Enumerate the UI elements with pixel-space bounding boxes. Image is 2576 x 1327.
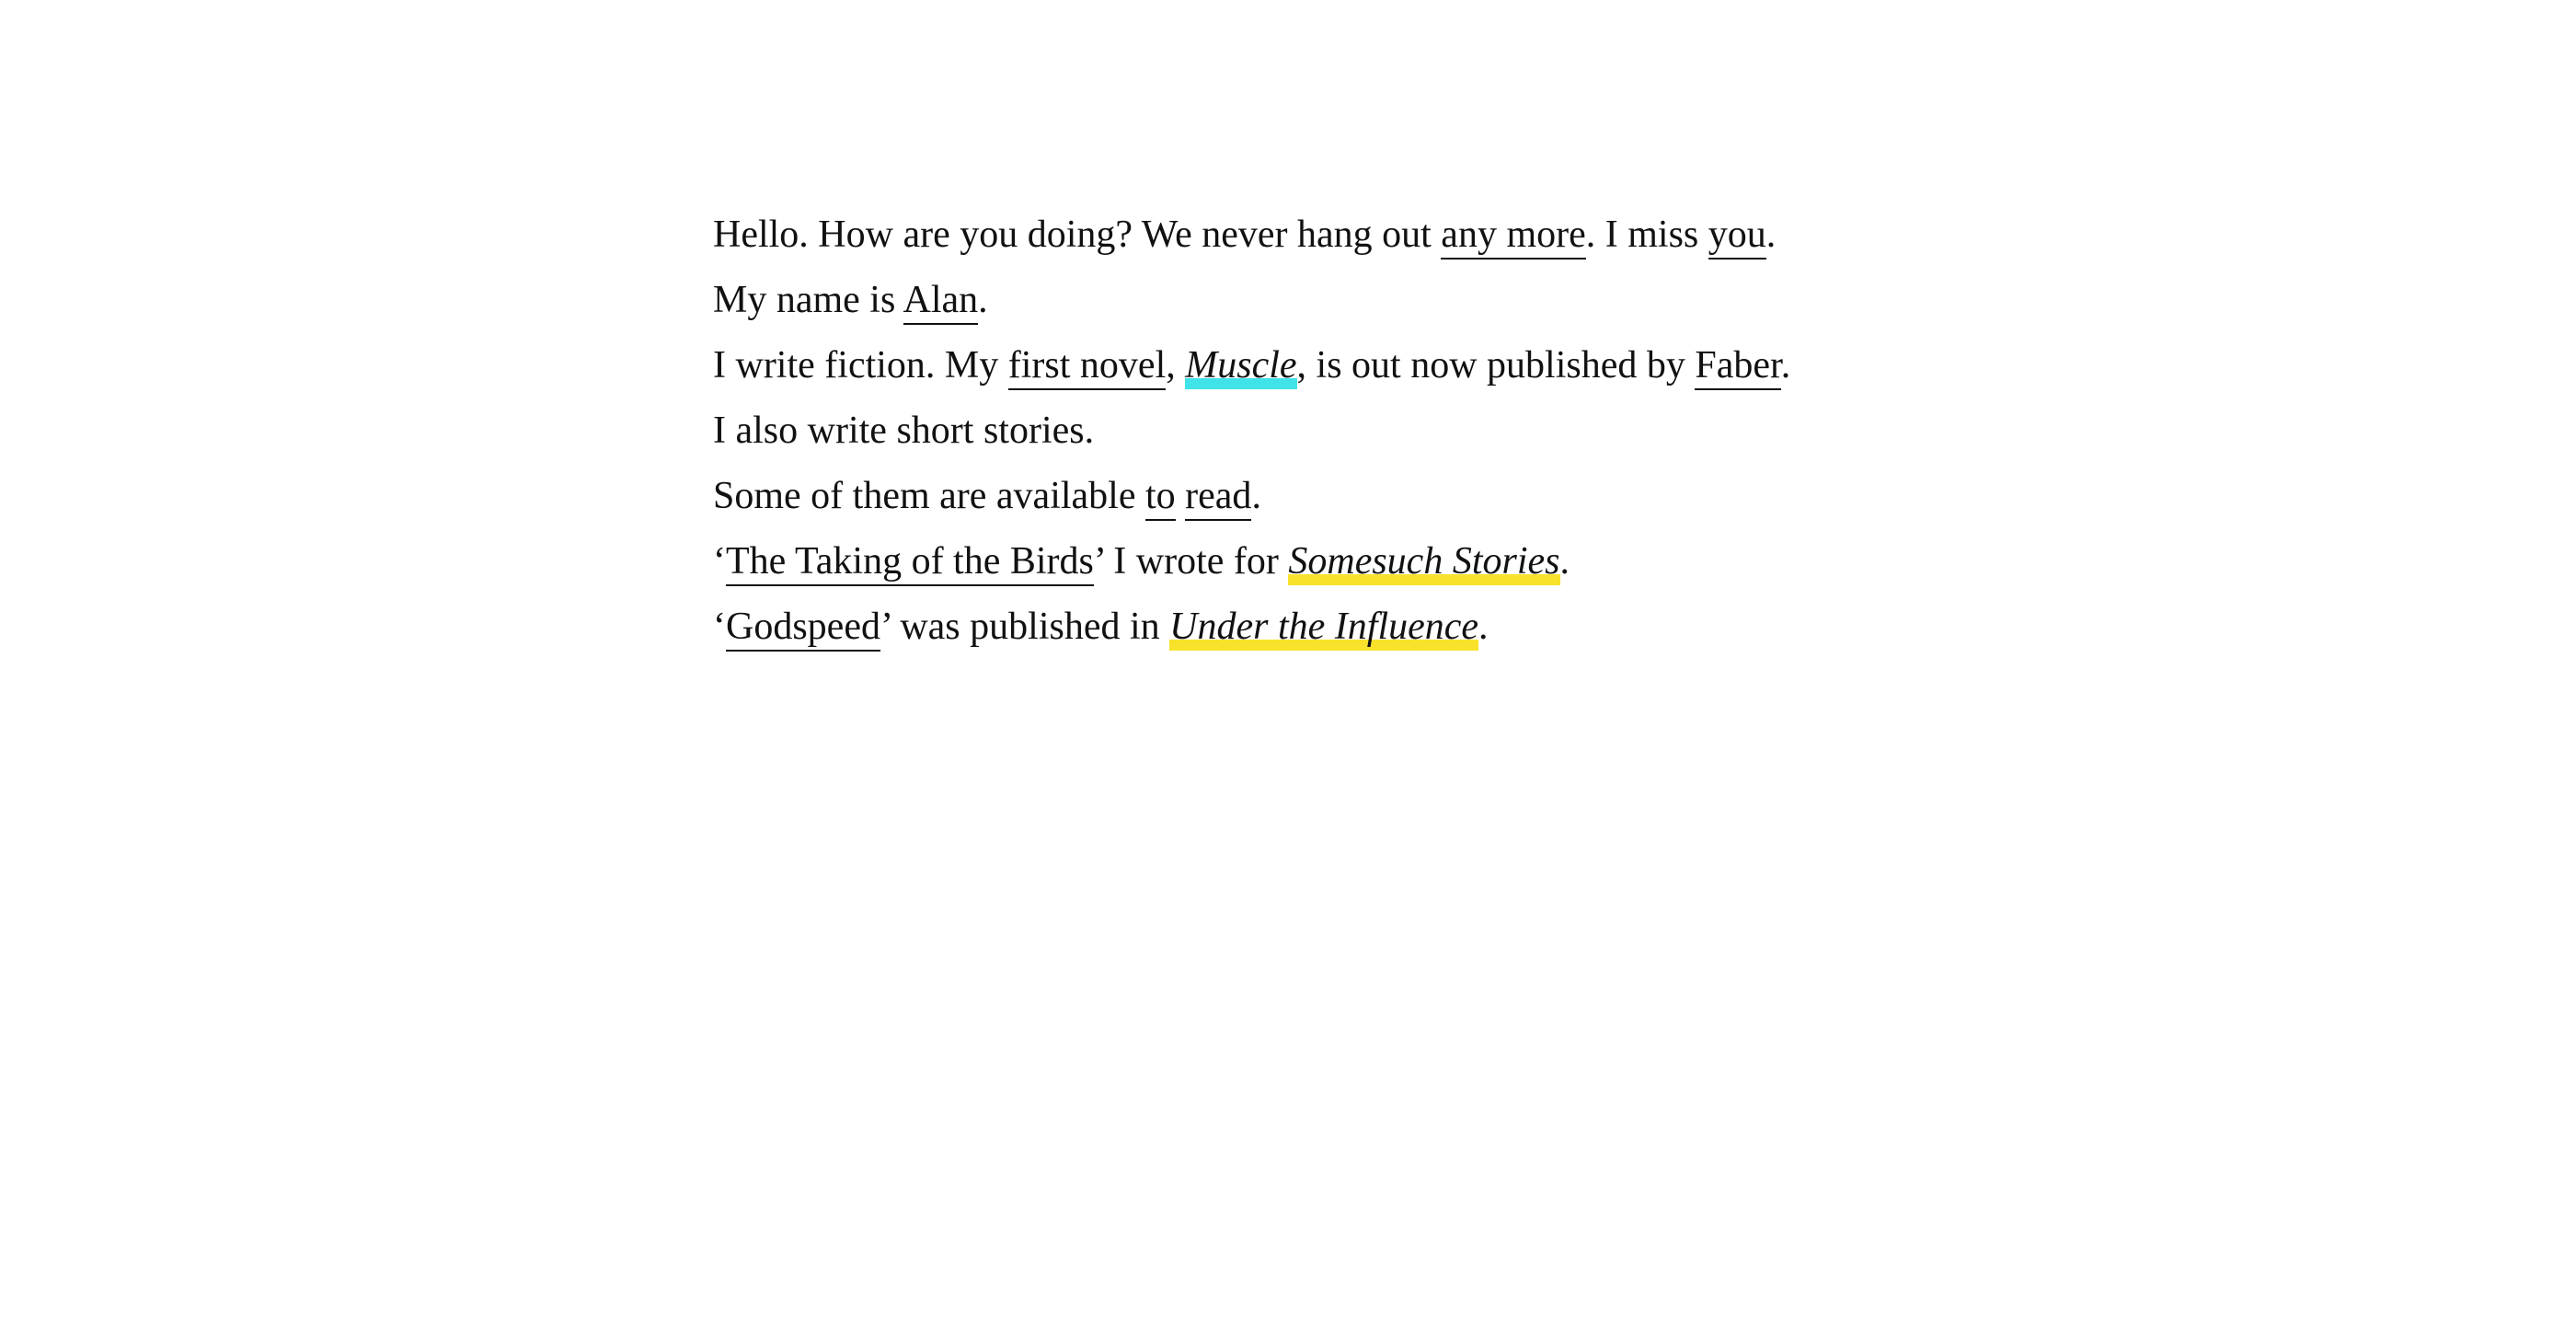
intro-line-short-stories bbox=[713, 398, 2093, 464]
godspeed-text: ‘ bbox=[713, 606, 726, 648]
name-text-2: . bbox=[978, 279, 988, 321]
intro-line-greeting bbox=[713, 202, 2093, 268]
muscle-link[interactable]: Muscle bbox=[1185, 344, 1296, 389]
first-novel-link[interactable]: first novel bbox=[1008, 344, 1166, 390]
somesuch-stories-link[interactable]: Somesuch Stories bbox=[1288, 540, 1559, 585]
you-link[interactable]: you bbox=[1708, 213, 1766, 260]
intro-line-taking-birds bbox=[713, 529, 2093, 594]
taking-birds-text-3: . bbox=[1559, 540, 1570, 583]
taking-birds-text-2: ’ I wrote for bbox=[1093, 540, 1289, 583]
greeting-text-3: . bbox=[1765, 213, 1777, 256]
any-more-link[interactable]: any more bbox=[1441, 213, 1585, 260]
under-the-influence-link[interactable]: Under the Influence bbox=[1169, 606, 1478, 651]
fiction-text: I write fiction. My bbox=[713, 344, 1008, 387]
name-text: My name is bbox=[713, 279, 903, 321]
intro-line-name bbox=[713, 268, 2093, 333]
available-text: Some of them are available bbox=[713, 475, 1145, 517]
short-stories-text: I also write short stories. bbox=[713, 410, 1095, 452]
greeting-text-2: . I miss bbox=[1585, 213, 1708, 256]
intro-line-godspeed bbox=[713, 594, 2093, 660]
faber-link[interactable]: Faber bbox=[1695, 344, 1780, 390]
alan-link[interactable]: Alan bbox=[903, 279, 979, 325]
godspeed-link[interactable]: Godspeed bbox=[726, 606, 880, 652]
fiction-text-4: . bbox=[1780, 344, 1791, 387]
godspeed-text-3: . bbox=[1478, 606, 1489, 648]
fiction-text-3: , is out now published by bbox=[1296, 344, 1696, 387]
intro-text bbox=[713, 202, 2093, 660]
intro-line-available bbox=[713, 464, 2093, 529]
available-text-3: . bbox=[1251, 475, 1261, 517]
godspeed-text-2: ’ was published in bbox=[880, 606, 1170, 648]
read-link[interactable]: read bbox=[1185, 475, 1251, 521]
taking-birds-text: ‘ bbox=[713, 540, 726, 583]
fiction-text-2: , bbox=[1166, 344, 1186, 387]
greeting-text: Hello. How are you doing? We never hang out bbox=[713, 213, 1442, 256]
intro-line-fiction bbox=[713, 333, 2093, 398]
taking-of-the-birds-link[interactable]: The Taking of the Birds bbox=[726, 540, 1094, 586]
to-link[interactable]: to bbox=[1145, 475, 1176, 521]
available-text-2 bbox=[1176, 475, 1186, 517]
